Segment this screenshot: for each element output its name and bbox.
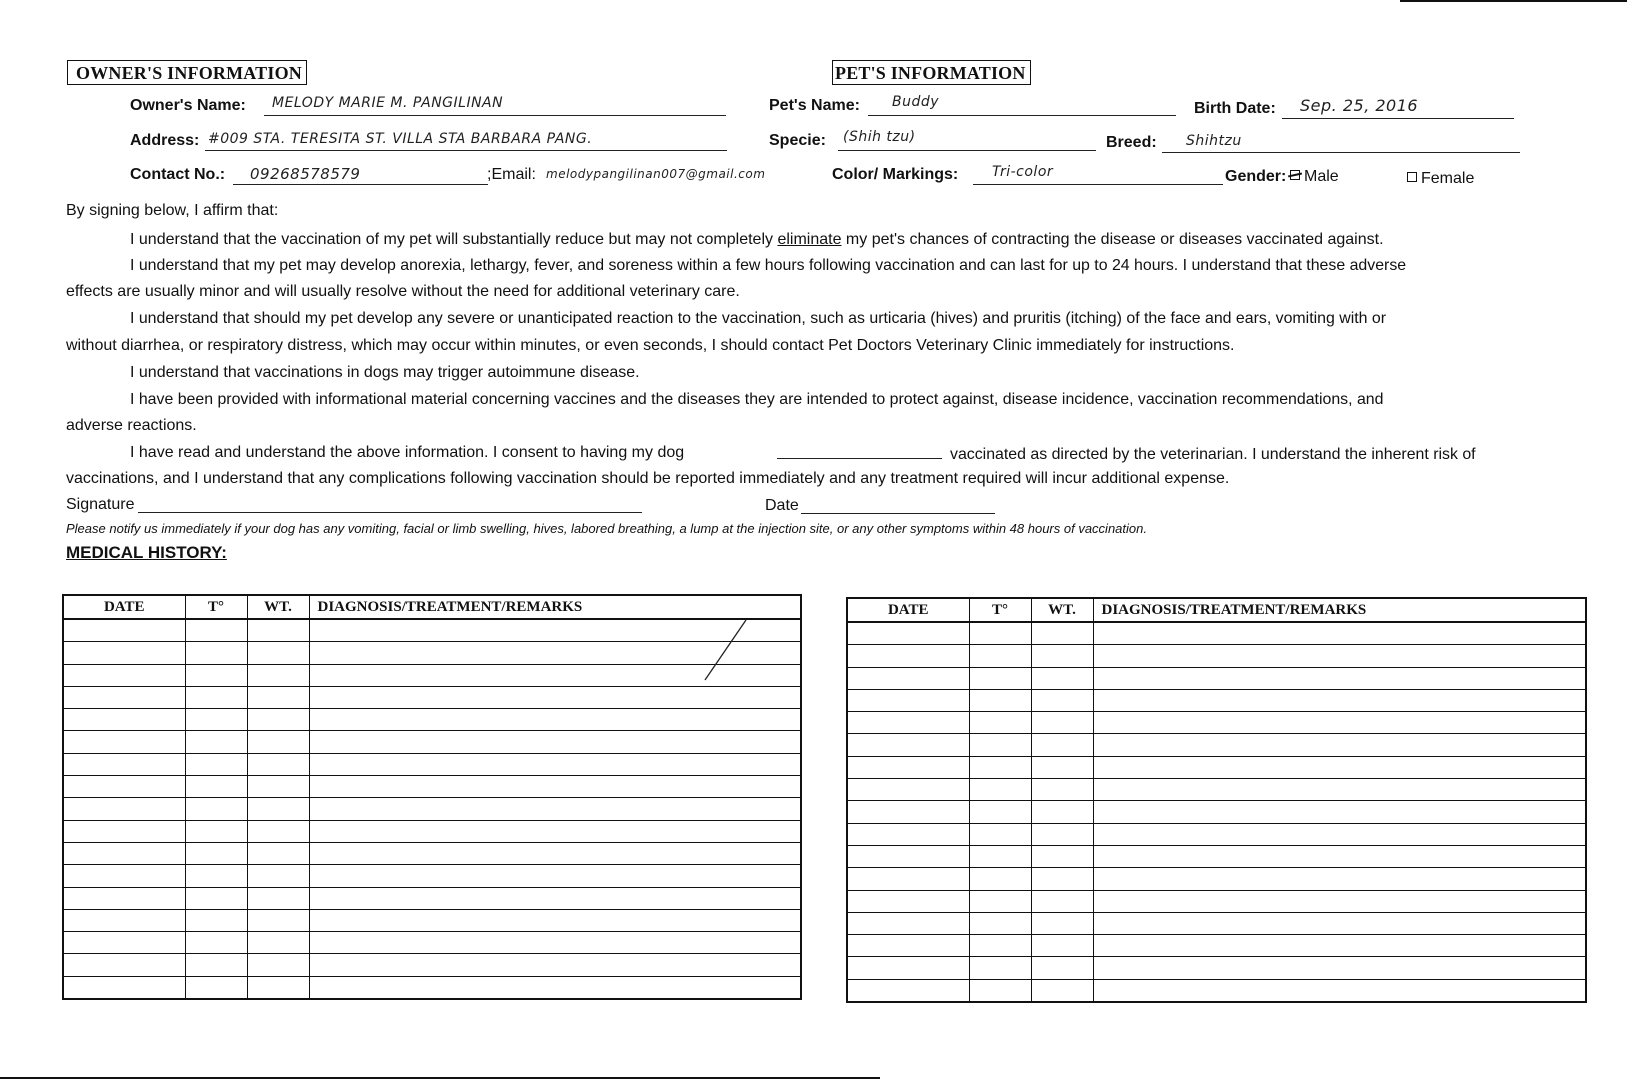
- contact-label: Contact No.:: [130, 166, 226, 183]
- date-cell[interactable]: [63, 731, 185, 753]
- table-row: [847, 734, 1586, 756]
- weight-cell[interactable]: [247, 686, 309, 708]
- date-cell[interactable]: [63, 954, 185, 976]
- weight-cell[interactable]: [247, 642, 309, 664]
- remarks-cell[interactable]: [309, 709, 801, 731]
- temp-cell[interactable]: [185, 753, 247, 775]
- pet-section-title: PET'S INFORMATION: [832, 60, 1031, 85]
- consent-p2-line1: I understand that my pet may develop anorexia, lethargy, fever, and soreness within a few hours following vaccination and can last for up to 24 hours. I understand that these adverse: [130, 257, 1407, 274]
- consent-p5-line2: adverse reactions.: [66, 417, 197, 434]
- temp-cell[interactable]: [969, 622, 1031, 645]
- temp-cell[interactable]: [185, 664, 247, 686]
- table-row: [847, 935, 1586, 957]
- medical-history-table-right: [846, 597, 1587, 1003]
- table-row: [847, 912, 1586, 934]
- weight-cell[interactable]: [1031, 868, 1093, 890]
- temp-cell[interactable]: [185, 686, 247, 708]
- weight-cell[interactable]: [247, 887, 309, 909]
- table-row: [847, 868, 1586, 890]
- table-row: [847, 890, 1586, 912]
- date-cell[interactable]: [847, 645, 969, 667]
- contact-value[interactable]: 09268578579: [250, 165, 361, 183]
- temp-cell[interactable]: [969, 689, 1031, 711]
- remarks-cell[interactable]: [1093, 935, 1586, 957]
- breed-label: Breed:: [1106, 134, 1157, 151]
- weight-cell[interactable]: [1031, 935, 1093, 957]
- weight-cell[interactable]: [247, 619, 309, 642]
- consent-p3-line2: without diarrhea, or respiratory distress, which may occur within minutes, or even seconds, I should contact Pet Doctors Veterinary Clinic immediately for instructions.: [66, 337, 1235, 354]
- weight-cell[interactable]: [247, 753, 309, 775]
- color-markings-value[interactable]: Tri-color: [992, 164, 1054, 180]
- col-header-weight: WT.: [1031, 598, 1093, 622]
- temp-cell[interactable]: [185, 642, 247, 664]
- temp-cell[interactable]: [969, 734, 1031, 756]
- table-row: [63, 642, 801, 664]
- weight-cell[interactable]: [247, 664, 309, 686]
- remarks-cell[interactable]: [309, 731, 801, 753]
- temp-cell[interactable]: [969, 667, 1031, 689]
- weight-cell[interactable]: [1031, 734, 1093, 756]
- contact-line: [233, 184, 488, 185]
- table-row: [63, 776, 801, 798]
- remarks-cell[interactable]: [309, 753, 801, 775]
- temp-cell[interactable]: [185, 709, 247, 731]
- temp-cell[interactable]: [969, 779, 1031, 801]
- table-row: [63, 887, 801, 909]
- temp-cell[interactable]: [185, 976, 247, 999]
- temp-cell[interactable]: [185, 887, 247, 909]
- birth-date-label: Birth Date:: [1194, 100, 1276, 117]
- owner-name-line: [264, 115, 726, 116]
- date-cell[interactable]: [63, 664, 185, 686]
- table-row: [63, 820, 801, 842]
- table-row: [63, 909, 801, 931]
- notification-notice: Please notify us immediately if your dog has any vomiting, facial or limb swelling, hives, labored breathing, a lump at the injection site, or any other symptoms within 48 hours of vaccination.: [66, 521, 1147, 536]
- remarks-cell[interactable]: [1093, 645, 1586, 667]
- temp-cell[interactable]: [969, 957, 1031, 979]
- table-body-left: [63, 619, 801, 999]
- weight-cell[interactable]: [247, 731, 309, 753]
- remarks-cell[interactable]: [309, 776, 801, 798]
- weight-cell[interactable]: [1031, 689, 1093, 711]
- consent-p5-line1: I have been provided with informational material concerning vaccines and the diseases they are intended to protect against, disease incidence, vaccination recommendations, and: [130, 391, 1384, 408]
- address-line: [205, 150, 727, 151]
- email-value[interactable]: melodypangilinan007@gmail.com: [546, 167, 766, 181]
- birth-date-line: [1282, 118, 1514, 119]
- birth-date-value[interactable]: Sep. 25, 2016: [1300, 96, 1419, 115]
- medical-history-title: MEDICAL HISTORY:: [66, 543, 227, 562]
- table-row: [847, 779, 1586, 801]
- remarks-cell[interactable]: [309, 865, 801, 887]
- date-cell[interactable]: [63, 776, 185, 798]
- remarks-cell[interactable]: [309, 909, 801, 931]
- remarks-cell[interactable]: [1093, 912, 1586, 934]
- date-cell[interactable]: [847, 845, 969, 867]
- remarks-cell[interactable]: [309, 887, 801, 909]
- weight-cell[interactable]: [1031, 645, 1093, 667]
- table-row: [847, 823, 1586, 845]
- dog-name-blank-line: [777, 458, 942, 459]
- weight-cell[interactable]: [247, 820, 309, 842]
- remarks-cell[interactable]: [1093, 890, 1586, 912]
- date-cell[interactable]: [847, 823, 969, 845]
- consent-p6-line1-a: I have read and understand the above information. I consent to having my dog: [130, 444, 685, 461]
- weight-cell[interactable]: [1031, 779, 1093, 801]
- remarks-cell[interactable]: [1093, 845, 1586, 867]
- weight-cell[interactable]: [1031, 979, 1093, 1002]
- weight-cell[interactable]: [247, 798, 309, 820]
- date-cell[interactable]: [63, 798, 185, 820]
- temp-cell[interactable]: [969, 712, 1031, 734]
- consent-p6-line1-b: vaccinated as directed by the veterinarian. I understand the inherent risk of: [950, 446, 1476, 463]
- consent-p2-line2: effects are usually minor and will usually resolve without the need for additional veterinary care.: [66, 283, 740, 300]
- specie-line: [838, 150, 1096, 151]
- address-label: Address:: [130, 132, 200, 149]
- consent-p6-line2: vaccinations, and I understand that any complications following vaccination should be reported immediately and any treatment required will incur additional expense.: [66, 470, 1230, 487]
- date-cell[interactable]: [63, 686, 185, 708]
- temp-cell[interactable]: [185, 820, 247, 842]
- temp-cell[interactable]: [185, 731, 247, 753]
- remarks-cell[interactable]: [1093, 801, 1586, 823]
- weight-cell[interactable]: [1031, 801, 1093, 823]
- temp-cell[interactable]: [185, 932, 247, 954]
- date-cell[interactable]: [847, 689, 969, 711]
- pet-name-value[interactable]: Buddy: [892, 94, 940, 110]
- col-header-date: DATE: [63, 595, 185, 619]
- weight-cell[interactable]: [247, 909, 309, 931]
- table-row: [847, 689, 1586, 711]
- table-row: [63, 954, 801, 976]
- date-line[interactable]: [801, 513, 995, 514]
- date-cell[interactable]: [63, 820, 185, 842]
- table-row: [63, 731, 801, 753]
- temp-cell[interactable]: [969, 845, 1031, 867]
- temp-cell[interactable]: [969, 935, 1031, 957]
- temp-cell[interactable]: [969, 868, 1031, 890]
- remarks-cell[interactable]: [1093, 779, 1586, 801]
- weight-cell[interactable]: [247, 954, 309, 976]
- pen-stroke: [700, 618, 750, 683]
- remarks-cell[interactable]: [1093, 979, 1586, 1002]
- date-cell[interactable]: [63, 709, 185, 731]
- remarks-cell[interactable]: [1093, 823, 1586, 845]
- temp-cell[interactable]: [185, 619, 247, 642]
- remarks-cell[interactable]: [1093, 957, 1586, 979]
- weight-cell[interactable]: [1031, 622, 1093, 645]
- weight-cell[interactable]: [1031, 823, 1093, 845]
- table-row: [63, 976, 801, 999]
- medical-history-table-left: [62, 594, 802, 1000]
- weight-cell[interactable]: [247, 932, 309, 954]
- temp-cell[interactable]: [969, 979, 1031, 1002]
- pet-name-label: Pet's Name:: [769, 97, 860, 114]
- date-cell[interactable]: [63, 753, 185, 775]
- table-row: [847, 979, 1586, 1002]
- temp-cell[interactable]: [969, 823, 1031, 845]
- consent-p1: [130, 227, 1384, 252]
- table-row: [63, 664, 801, 686]
- date-cell[interactable]: [847, 801, 969, 823]
- col-header-date: DATE: [847, 598, 969, 622]
- weight-cell[interactable]: [1031, 667, 1093, 689]
- date-cell[interactable]: [847, 912, 969, 934]
- date-cell[interactable]: [847, 756, 969, 778]
- weight-cell[interactable]: [1031, 890, 1093, 912]
- table-row: [63, 686, 801, 708]
- date-cell[interactable]: [847, 734, 969, 756]
- remarks-cell[interactable]: [1093, 756, 1586, 778]
- date-cell[interactable]: [847, 957, 969, 979]
- table-row: [847, 667, 1586, 689]
- date-cell[interactable]: [847, 890, 969, 912]
- table-row: [847, 845, 1586, 867]
- table-body-right: [847, 622, 1586, 1002]
- consent-p1-underlined: eliminate: [777, 231, 842, 248]
- gender-female-option[interactable]: [1407, 170, 1474, 188]
- table-row: [847, 645, 1586, 667]
- table-header-row: [63, 595, 801, 619]
- remarks-cell[interactable]: [1093, 868, 1586, 890]
- date-cell[interactable]: [63, 932, 185, 954]
- consent-intro: By signing below, I affirm that:: [66, 202, 279, 219]
- weight-cell[interactable]: [247, 976, 309, 999]
- address-value[interactable]: #009 STA. TERESITA ST. VILLA STA BARBARA PANG.: [208, 131, 593, 147]
- weight-cell[interactable]: [1031, 756, 1093, 778]
- temp-cell[interactable]: [969, 756, 1031, 778]
- table-row: [63, 709, 801, 731]
- weight-cell[interactable]: [247, 776, 309, 798]
- date-label: Date: [765, 497, 799, 514]
- color-markings-line: [973, 184, 1223, 185]
- temp-cell[interactable]: [185, 776, 247, 798]
- specie-label: Specie:: [769, 132, 826, 149]
- table-row: [847, 622, 1586, 645]
- remarks-cell[interactable]: [309, 798, 801, 820]
- email-label: ;Email:: [487, 166, 536, 183]
- table-row: [847, 801, 1586, 823]
- weight-cell[interactable]: [247, 842, 309, 864]
- owner-name-label: Owner's Name:: [130, 97, 246, 114]
- temp-cell[interactable]: [185, 865, 247, 887]
- date-cell[interactable]: [63, 865, 185, 887]
- weight-cell[interactable]: [1031, 957, 1093, 979]
- table-row: [847, 712, 1586, 734]
- col-header-remarks: DIAGNOSIS/TREATMENT/REMARKS: [309, 595, 801, 619]
- table-row: [63, 932, 801, 954]
- table-row: [63, 798, 801, 820]
- remarks-cell[interactable]: [309, 820, 801, 842]
- date-cell[interactable]: [63, 976, 185, 999]
- col-header-remarks: DIAGNOSIS/TREATMENT/REMARKS: [1093, 598, 1586, 622]
- male-label: Male: [1304, 168, 1339, 185]
- scan-edge-top-right: [1400, 0, 1627, 2]
- signature-label: Signature: [66, 496, 135, 513]
- date-cell[interactable]: [847, 622, 969, 645]
- weight-cell[interactable]: [247, 709, 309, 731]
- male-checkbox[interactable]: [1290, 170, 1300, 180]
- gender-male-option[interactable]: [1290, 168, 1339, 186]
- remarks-cell[interactable]: [1093, 622, 1586, 645]
- breed-line: [1162, 152, 1520, 153]
- pet-name-line: [868, 115, 1176, 116]
- remarks-cell[interactable]: [1093, 667, 1586, 689]
- consent-p3-line1: I understand that should my pet develop any severe or unanticipated reaction to the vaccination, such as urticaria (hives) and pruritis (itching) of the face and ears, vomiting with or: [130, 310, 1387, 327]
- weight-cell[interactable]: [247, 865, 309, 887]
- remarks-cell[interactable]: [1093, 712, 1586, 734]
- date-cell[interactable]: [63, 619, 185, 642]
- table-header-row: [847, 598, 1586, 622]
- remarks-cell[interactable]: [1093, 734, 1586, 756]
- specie-value[interactable]: (Shih tzu): [843, 129, 916, 145]
- temp-cell[interactable]: [185, 909, 247, 931]
- remarks-cell[interactable]: [309, 932, 801, 954]
- color-markings-label: Color/ Markings:: [832, 166, 959, 183]
- female-label: Female: [1421, 170, 1475, 187]
- date-cell[interactable]: [847, 868, 969, 890]
- scan-edge-bottom: [0, 1077, 880, 1079]
- table-row: [63, 865, 801, 887]
- consent-p1-before: I understand that the vaccination of my pet will substantially reduce but may not completely: [130, 231, 778, 248]
- consent-p4: I understand that vaccinations in dogs may trigger autoimmune disease.: [130, 364, 640, 381]
- date-cell[interactable]: [63, 887, 185, 909]
- date-cell[interactable]: [847, 935, 969, 957]
- owner-name-value[interactable]: MELODY MARIE M. PANGILINAN: [272, 95, 504, 111]
- date-cell[interactable]: [847, 667, 969, 689]
- remarks-cell[interactable]: [309, 842, 801, 864]
- temp-cell[interactable]: [185, 842, 247, 864]
- table-row: [63, 619, 801, 642]
- table-row: [847, 957, 1586, 979]
- table-row: [63, 842, 801, 864]
- temp-cell[interactable]: [969, 645, 1031, 667]
- temp-cell[interactable]: [185, 798, 247, 820]
- col-header-temp: T°: [185, 595, 247, 619]
- male-check-mark: [1288, 173, 1302, 177]
- remarks-cell[interactable]: [1093, 689, 1586, 711]
- temp-cell[interactable]: [185, 954, 247, 976]
- date-cell[interactable]: [847, 979, 969, 1002]
- date-cell[interactable]: [847, 712, 969, 734]
- temp-cell[interactable]: [969, 912, 1031, 934]
- breed-value[interactable]: Shihtzu: [1186, 133, 1242, 149]
- col-header-weight: WT.: [247, 595, 309, 619]
- table-row: [63, 753, 801, 775]
- signature-line[interactable]: [138, 512, 642, 513]
- owner-section-title: OWNER'S INFORMATION: [67, 60, 307, 85]
- date-cell[interactable]: [63, 909, 185, 931]
- date-cell[interactable]: [847, 779, 969, 801]
- weight-cell[interactable]: [1031, 845, 1093, 867]
- female-checkbox[interactable]: [1407, 172, 1417, 182]
- temp-cell[interactable]: [969, 890, 1031, 912]
- remarks-cell[interactable]: [309, 954, 801, 976]
- table-row: [847, 756, 1586, 778]
- weight-cell[interactable]: [1031, 712, 1093, 734]
- remarks-cell[interactable]: [309, 976, 801, 999]
- date-cell[interactable]: [63, 642, 185, 664]
- gender-label: Gender:: [1225, 168, 1287, 185]
- col-header-temp: T°: [969, 598, 1031, 622]
- consent-p1-after: my pet's chances of contracting the disease or diseases vaccinated against.: [841, 231, 1384, 248]
- remarks-cell[interactable]: [309, 686, 801, 708]
- date-cell[interactable]: [63, 842, 185, 864]
- temp-cell[interactable]: [969, 801, 1031, 823]
- weight-cell[interactable]: [1031, 912, 1093, 934]
